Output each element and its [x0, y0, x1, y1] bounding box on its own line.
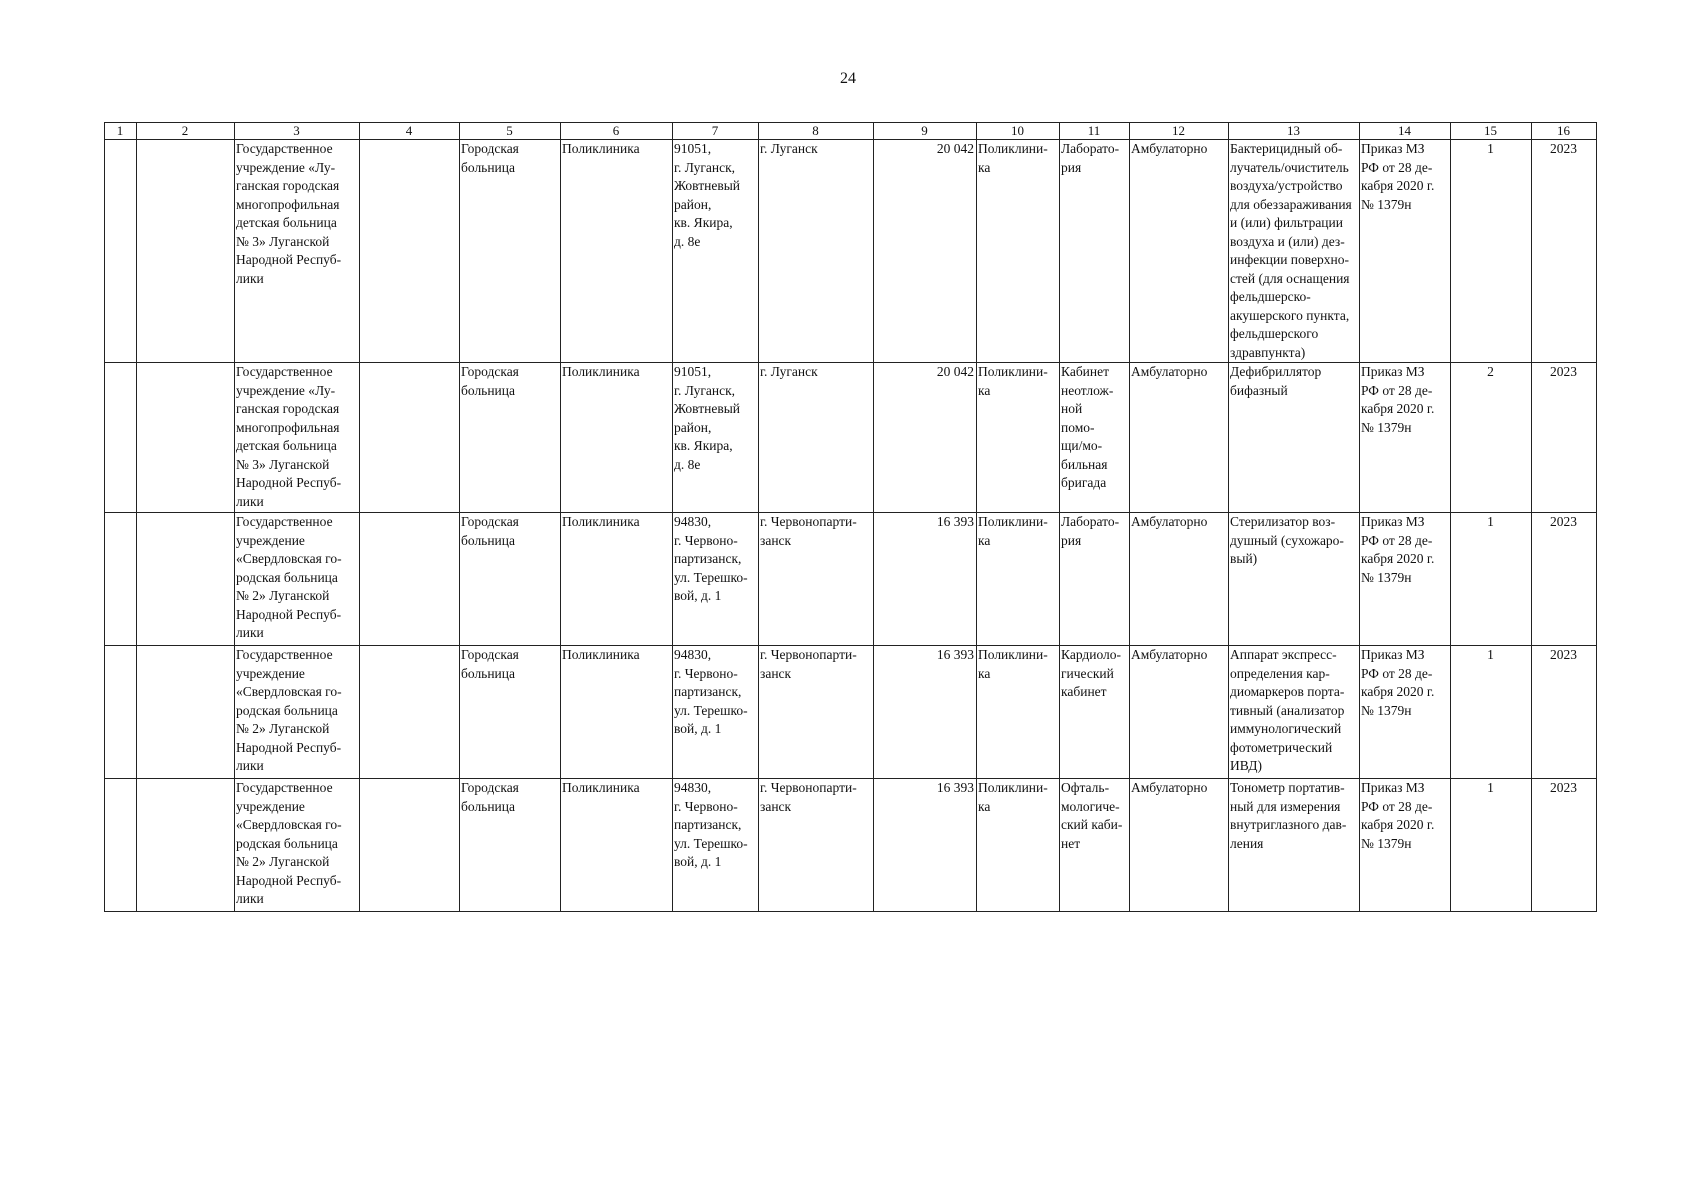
cell-line: ганская городская	[236, 178, 340, 193]
year-cell: 2023	[1532, 140, 1597, 363]
year-cell: 2023	[1532, 363, 1597, 513]
cell-line: Городская	[461, 514, 519, 529]
regulation-cell	[1360, 140, 1451, 363]
cell-line: Лаборато-	[1061, 141, 1120, 156]
department-cell	[561, 513, 673, 646]
year-cell: 2023	[1532, 513, 1597, 646]
unit-cell	[977, 646, 1060, 779]
cell-line: № 1379н	[1361, 569, 1412, 585]
cell-line: РФ от 28 де-	[1361, 665, 1433, 681]
cell-line: неотлож-	[1061, 382, 1114, 398]
table-row	[105, 140, 1597, 363]
cell-line: район,	[674, 419, 712, 435]
regulation-cell	[1360, 363, 1451, 513]
cell-line: Амбулаторно	[1131, 780, 1208, 795]
column-header: 9	[874, 123, 977, 140]
institution-type-cell	[460, 513, 561, 646]
cell-line: д. 8е	[674, 456, 701, 472]
cell-line: Приказ МЗ	[1361, 364, 1425, 379]
cell-line: учреждение	[236, 532, 305, 548]
cell-line: ный для измерения	[1230, 798, 1341, 814]
cell-col-1	[105, 363, 137, 513]
cell-line: Лаборато-	[1061, 514, 1120, 529]
cell-col-1	[105, 779, 137, 912]
cell-line: Тонометр портатив-	[1230, 780, 1345, 795]
cell-col-4	[360, 513, 460, 646]
column-header: 5	[460, 123, 561, 140]
equipment-name-cell	[1229, 779, 1360, 912]
address-cell	[673, 513, 759, 646]
care-mode-cell	[1130, 646, 1229, 779]
cell-line: Поликлиника	[562, 780, 640, 795]
cell-line: детская больница	[236, 438, 337, 453]
cell-line: инфекции поверхно-	[1230, 252, 1350, 267]
cell-line: родская больница	[236, 835, 338, 851]
cell-line: Городская	[461, 364, 519, 379]
regulation-cell	[1360, 779, 1451, 912]
city-cell	[759, 646, 874, 779]
cell-line: бифазный	[1230, 382, 1288, 398]
cell-line: № 1379н	[1361, 835, 1412, 851]
cell-line: больница	[461, 532, 515, 548]
quantity-cell: 1	[1451, 140, 1532, 363]
cell-line: здравпункта)	[1230, 344, 1306, 360]
cell-line: учреждение «Лу-	[236, 159, 336, 175]
cell-line: кабря 2020 г.	[1361, 684, 1435, 699]
cell-line: г. Луганск	[760, 364, 818, 379]
room-cell	[1060, 140, 1130, 363]
cell-line: ка	[978, 798, 991, 814]
cell-line: вый)	[1230, 551, 1258, 566]
population-cell: 16 393	[874, 646, 977, 779]
population-cell: 16 393	[874, 779, 977, 912]
equipment-table	[104, 122, 1597, 912]
institution-type-cell	[460, 140, 561, 363]
room-cell	[1060, 363, 1130, 513]
cell-line: многопрофильная	[236, 419, 340, 435]
cell-line: Поликлини-	[978, 364, 1048, 379]
cell-line: г. Червоно-	[674, 798, 738, 814]
room-cell	[1060, 779, 1130, 912]
cell-line: РФ от 28 де-	[1361, 798, 1433, 814]
cell-line: г. Луганск,	[674, 159, 736, 175]
cell-line: Государственное	[236, 780, 333, 795]
cell-col-1	[105, 140, 137, 363]
cell-line: партизанск,	[674, 551, 742, 566]
cell-line: акушерского пункта,	[1230, 307, 1350, 323]
city-cell	[759, 363, 874, 513]
address-cell	[673, 363, 759, 513]
cell-col-2	[137, 646, 235, 779]
cell-line: ка	[978, 665, 991, 681]
cell-col-4	[360, 779, 460, 912]
cell-line: ка	[978, 382, 991, 398]
address-cell	[673, 140, 759, 363]
cell-line: Кабинет	[1061, 364, 1110, 379]
cell-line: гический	[1061, 665, 1114, 681]
unit-cell	[977, 779, 1060, 912]
column-header: 6	[561, 123, 673, 140]
institution-name-cell	[235, 779, 360, 912]
institution-name-cell	[235, 646, 360, 779]
population-cell: 16 393	[874, 513, 977, 646]
cell-line: Поликлини-	[978, 780, 1048, 795]
cell-line: кабинет	[1061, 684, 1107, 699]
cell-line: г. Червонопарти-	[760, 514, 857, 529]
cell-line: вой, д. 1	[674, 854, 722, 869]
equipment-name-cell	[1229, 363, 1360, 513]
cell-line: «Свердловская го-	[236, 817, 342, 832]
column-header: 4	[360, 123, 460, 140]
cell-line: РФ от 28 де-	[1361, 159, 1433, 175]
cell-line: Народной Респуб-	[236, 606, 342, 622]
cell-line: ский каби-	[1061, 817, 1123, 832]
column-header: 12	[1130, 123, 1229, 140]
cell-line: Поликлиника	[562, 364, 640, 379]
cell-line: Бактерицидный об-	[1230, 141, 1343, 156]
column-number-row	[105, 123, 1597, 140]
cell-line: район,	[674, 196, 712, 212]
cell-line: Офталь-	[1061, 780, 1110, 795]
table-row	[105, 646, 1597, 779]
care-mode-cell	[1130, 363, 1229, 513]
quantity-cell: 2	[1451, 363, 1532, 513]
cell-line: 94830,	[674, 780, 712, 795]
cell-line: душный (сухожаро-	[1230, 532, 1344, 548]
cell-line: для обеззараживания	[1230, 196, 1352, 212]
cell-line: лучатель/очиститель	[1230, 159, 1349, 175]
cell-line: рия	[1061, 159, 1082, 175]
cell-line: больница	[461, 665, 515, 681]
cell-line: № 3» Луганской	[236, 456, 330, 472]
cell-col-4	[360, 363, 460, 513]
page-number: 24	[840, 70, 856, 87]
institution-name-cell	[235, 513, 360, 646]
cell-line: ка	[978, 532, 991, 548]
cell-line: тивный (анализатор	[1230, 702, 1345, 718]
cell-line: Поликлини-	[978, 514, 1048, 529]
cell-line: бильная	[1061, 456, 1108, 472]
column-header: 13	[1229, 123, 1360, 140]
cell-line: Народной Респуб-	[236, 739, 342, 755]
cell-line: № 2» Луганской	[236, 721, 330, 736]
column-header: 16	[1532, 123, 1597, 140]
cell-line: Приказ МЗ	[1361, 514, 1425, 529]
cell-line: РФ от 28 де-	[1361, 532, 1433, 548]
column-header: 11	[1060, 123, 1130, 140]
cell-line: ной	[1061, 401, 1083, 416]
cell-line: партизанск,	[674, 684, 742, 699]
room-cell	[1060, 513, 1130, 646]
institution-type-cell	[460, 646, 561, 779]
equipment-name-cell	[1229, 513, 1360, 646]
cell-line: кабря 2020 г.	[1361, 401, 1435, 416]
column-header: 15	[1451, 123, 1532, 140]
cell-line: № 3» Луганской	[236, 233, 330, 249]
cell-col-1	[105, 646, 137, 779]
cell-line: кабря 2020 г.	[1361, 178, 1435, 193]
care-mode-cell	[1130, 513, 1229, 646]
address-cell	[673, 779, 759, 912]
regulation-cell	[1360, 646, 1451, 779]
cell-line: ления	[1230, 835, 1264, 851]
cell-line: ул. Терешко-	[674, 835, 748, 851]
cell-line: Поликлиника	[562, 141, 640, 156]
cell-line: № 1379н	[1361, 419, 1412, 435]
cell-line: больница	[461, 159, 515, 175]
cell-line: Приказ МЗ	[1361, 647, 1425, 662]
cell-line: 94830,	[674, 647, 712, 662]
cell-line: № 1379н	[1361, 196, 1412, 212]
cell-line: вой, д. 1	[674, 588, 722, 603]
cell-line: 91051,	[674, 141, 712, 156]
cell-line: г. Червоно-	[674, 532, 738, 548]
year-cell: 2023	[1532, 646, 1597, 779]
column-header: 3	[235, 123, 360, 140]
cell-col-4	[360, 646, 460, 779]
cell-line: учреждение «Лу-	[236, 382, 336, 398]
city-cell	[759, 513, 874, 646]
table-body	[105, 140, 1597, 912]
equipment-name-cell	[1229, 140, 1360, 363]
table-row	[105, 363, 1597, 513]
cell-line: вой, д. 1	[674, 721, 722, 736]
unit-cell	[977, 513, 1060, 646]
population-cell: 20 042	[874, 363, 977, 513]
cell-line: Городская	[461, 647, 519, 662]
table-row	[105, 513, 1597, 646]
cell-line: Приказ МЗ	[1361, 780, 1425, 795]
cell-line: Поликлини-	[978, 647, 1048, 662]
institution-name-cell	[235, 363, 360, 513]
cell-line: фельдшерско-	[1230, 289, 1311, 304]
unit-cell	[977, 140, 1060, 363]
care-mode-cell	[1130, 779, 1229, 912]
cell-line: Народной Респуб-	[236, 872, 342, 888]
regulation-cell	[1360, 513, 1451, 646]
column-header: 10	[977, 123, 1060, 140]
cell-line: Приказ МЗ	[1361, 141, 1425, 156]
institution-type-cell	[460, 779, 561, 912]
cell-line: г. Луганск,	[674, 382, 736, 398]
cell-line: Амбулаторно	[1131, 364, 1208, 379]
equipment-name-cell	[1229, 646, 1360, 779]
cell-line: партизанск,	[674, 817, 742, 832]
cell-line: лики	[236, 758, 264, 773]
cell-line: Амбулаторно	[1131, 514, 1208, 529]
quantity-cell: 1	[1451, 646, 1532, 779]
cell-line: Городская	[461, 780, 519, 795]
cell-col-1	[105, 513, 137, 646]
cell-line: «Свердловская го-	[236, 551, 342, 566]
column-header: 8	[759, 123, 874, 140]
cell-line: Поликлиника	[562, 647, 640, 662]
cell-line: кабря 2020 г.	[1361, 817, 1435, 832]
cell-line: Аппарат экспресс-	[1230, 647, 1337, 662]
quantity-cell: 1	[1451, 779, 1532, 912]
cell-line: Государственное	[236, 514, 333, 529]
cell-line: занск	[760, 665, 792, 681]
cell-line: Поликлини-	[978, 141, 1048, 156]
cell-line: Жовтневый	[674, 178, 740, 193]
cell-line: Государственное	[236, 364, 333, 379]
cell-line: Поликлиника	[562, 514, 640, 529]
cell-col-2	[137, 363, 235, 513]
cell-line: РФ от 28 де-	[1361, 382, 1433, 398]
cell-line: Государственное	[236, 141, 333, 156]
cell-line: г. Червонопарти-	[760, 780, 857, 795]
cell-line: Государственное	[236, 647, 333, 662]
cell-line: воздуха/устройство	[1230, 178, 1343, 193]
cell-line: ганская городская	[236, 401, 340, 416]
cell-line: 94830,	[674, 514, 712, 529]
cell-line: учреждение	[236, 798, 305, 814]
room-cell	[1060, 646, 1130, 779]
address-cell	[673, 646, 759, 779]
cell-line: фельдшерского	[1230, 326, 1319, 341]
cell-line: Кардиоло-	[1061, 647, 1122, 662]
cell-line: Амбулаторно	[1131, 141, 1208, 156]
cell-line: 91051,	[674, 364, 712, 379]
cell-line: фотометрический	[1230, 739, 1333, 755]
column-header: 1	[105, 123, 137, 140]
cell-line: кв. Якира,	[674, 438, 733, 453]
cell-line: нет	[1061, 835, 1081, 851]
department-cell	[561, 363, 673, 513]
column-header: 7	[673, 123, 759, 140]
cell-line: № 2» Луганской	[236, 854, 330, 869]
cell-line: лики	[236, 493, 264, 509]
cell-line: внутриглазного дав-	[1230, 817, 1347, 832]
cell-line: ул. Терешко-	[674, 702, 748, 718]
cell-line: ка	[978, 159, 991, 175]
cell-line: кабря 2020 г.	[1361, 551, 1435, 566]
cell-line: № 2» Луганской	[236, 588, 330, 603]
department-cell	[561, 140, 673, 363]
cell-line: д. 8е	[674, 233, 701, 249]
unit-cell	[977, 363, 1060, 513]
city-cell	[759, 140, 874, 363]
table-row	[105, 779, 1597, 912]
cell-line: многопрофильная	[236, 196, 340, 212]
column-header: 14	[1360, 123, 1451, 140]
quantity-cell: 1	[1451, 513, 1532, 646]
population-cell: 20 042	[874, 140, 977, 363]
cell-line: рия	[1061, 532, 1082, 548]
department-cell	[561, 779, 673, 912]
cell-col-2	[137, 779, 235, 912]
cell-line: Жовтневый	[674, 401, 740, 416]
cell-line: родская больница	[236, 569, 338, 585]
cell-line: кв. Якира,	[674, 215, 733, 230]
cell-line: учреждение	[236, 665, 305, 681]
cell-line: бригада	[1061, 475, 1107, 490]
cell-line: занск	[760, 532, 792, 548]
cell-line: Городская	[461, 141, 519, 156]
cell-line: определения кар-	[1230, 665, 1330, 681]
cell-line: больница	[461, 798, 515, 814]
cell-line: диомаркеров порта-	[1230, 684, 1345, 699]
cell-line: г. Червоно-	[674, 665, 738, 681]
cell-line: Стерилизатор воз-	[1230, 514, 1336, 529]
cell-line: Народной Респуб-	[236, 475, 342, 490]
cell-line: г. Луганск	[760, 141, 818, 156]
cell-line: лики	[236, 270, 264, 286]
cell-line: ИВД)	[1230, 758, 1262, 773]
cell-line: детская больница	[236, 215, 337, 230]
column-header: 2	[137, 123, 235, 140]
cell-line: мологиче-	[1061, 798, 1120, 814]
cell-line: воздуха и (или) дез-	[1230, 233, 1345, 249]
cell-col-4	[360, 140, 460, 363]
cell-line: родская больница	[236, 702, 338, 718]
cell-line: лики	[236, 625, 264, 640]
cell-line: Дефибриллятор	[1230, 364, 1322, 379]
cell-line: № 1379н	[1361, 702, 1412, 718]
cell-line: лики	[236, 891, 264, 906]
city-cell	[759, 779, 874, 912]
cell-line: г. Червонопарти-	[760, 647, 857, 662]
cell-line: Амбулаторно	[1131, 647, 1208, 662]
year-cell: 2023	[1532, 779, 1597, 912]
cell-line: занск	[760, 798, 792, 814]
cell-line: больница	[461, 382, 515, 398]
cell-line: ул. Терешко-	[674, 569, 748, 585]
cell-line: «Свердловская го-	[236, 684, 342, 699]
cell-line: Народной Респуб-	[236, 252, 342, 267]
department-cell	[561, 646, 673, 779]
cell-col-2	[137, 140, 235, 363]
cell-line: стей (для оснащения	[1230, 270, 1350, 286]
cell-line: помо-	[1061, 419, 1095, 435]
institution-type-cell	[460, 363, 561, 513]
care-mode-cell	[1130, 140, 1229, 363]
cell-line: щи/мо-	[1061, 438, 1103, 453]
cell-line: иммунологический	[1230, 721, 1342, 736]
cell-col-2	[137, 513, 235, 646]
cell-line: и (или) фильтрации	[1230, 215, 1343, 230]
institution-name-cell	[235, 140, 360, 363]
